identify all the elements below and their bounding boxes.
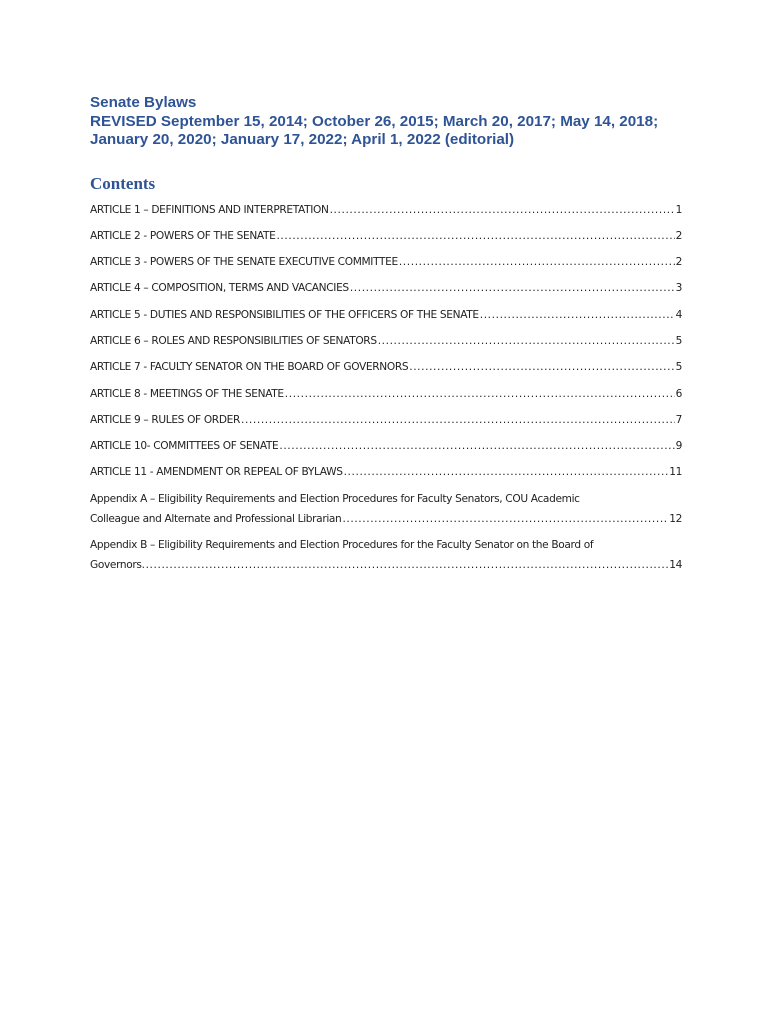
document-title: Senate Bylaws <box>90 94 197 111</box>
dot-leader <box>409 357 674 377</box>
toc-entry-article-7[interactable] <box>90 357 682 377</box>
toc-entry-label: ARTICLE 5 - DUTIES AND RESPONSIBILITIES OF THE OFFICERS OF THE SENATE <box>90 308 479 321</box>
dot-leader <box>279 436 674 456</box>
revision-dates-line-1: REVISED September 15, 2014; October 26, 2015; March 20, 2017; May 14, 2018; <box>90 112 659 130</box>
toc-entry-label: ARTICLE 8 - MEETINGS OF THE SENATE <box>90 387 284 400</box>
toc-entry-label: ARTICLE 2 - POWERS OF THE SENATE <box>90 229 276 242</box>
toc-entry-article-3[interactable] <box>90 252 682 272</box>
toc-entry-article-9[interactable] <box>90 410 682 430</box>
dot-leader <box>330 200 675 220</box>
toc-entry-label-continued: Governors. <box>90 559 145 572</box>
dot-leader <box>344 462 669 482</box>
toc-page-number: 14 <box>669 559 682 572</box>
toc-entry-article-10[interactable] <box>90 436 682 456</box>
toc-page-number: 5 <box>675 361 682 374</box>
dot-leader <box>276 226 674 246</box>
toc-entry-article-6[interactable] <box>90 331 682 351</box>
dot-leader <box>146 555 669 575</box>
toc-entry-label: ARTICLE 9 – RULES OF ORDER <box>90 413 240 426</box>
toc-entry-appendix-b[interactable] <box>90 535 682 575</box>
toc-page-number: 3 <box>675 282 682 295</box>
toc-entry-label: ARTICLE 11 - AMENDMENT OR REPEAL OF BYLAWS <box>90 466 343 479</box>
toc-page-number: 7 <box>675 413 682 426</box>
dot-leader <box>480 305 675 325</box>
toc-entry-label: ARTICLE 7 - FACULTY SENATOR ON THE BOARD OF GOVERNORS <box>90 361 409 374</box>
dot-leader <box>342 509 668 529</box>
toc-entry-label-continued: Colleague and Alternate and Professional Librarian <box>90 512 342 525</box>
toc-entry-label: ARTICLE 6 – ROLES AND RESPONSIBILITIES OF SENATORS <box>90 334 377 347</box>
toc-entry-label: ARTICLE 3 - POWERS OF THE SENATE EXECUTIVE COMMITTEE <box>90 256 398 269</box>
toc-entry-article-5[interactable] <box>90 305 682 325</box>
toc-entry-label: ARTICLE 1 – DEFINITIONS AND INTERPRETATION <box>90 203 329 216</box>
toc-page-number: 6 <box>675 387 682 400</box>
toc-page-number: 12 <box>669 512 682 525</box>
document-page <box>90 94 682 581</box>
toc-entry-article-2[interactable] <box>90 226 682 246</box>
toc-page-number: 1 <box>675 203 682 216</box>
toc-page-number: 2 <box>675 229 682 242</box>
toc-entry-label: ARTICLE 10- COMMITTEES OF SENATE <box>90 440 279 453</box>
table-of-contents <box>90 200 682 576</box>
dot-leader <box>285 384 675 404</box>
toc-entry-label: Appendix B – Eligibility Requirements and Election Procedures for the Faculty Senator on the Board of <box>90 539 594 552</box>
toc-entry-article-8[interactable] <box>90 384 682 404</box>
toc-entry-label: Appendix A – Eligibility Requirements and Election Procedures for Faculty Senators, COU Academic <box>90 492 580 505</box>
dot-leader <box>241 410 675 430</box>
dot-leader <box>378 331 675 351</box>
contents-heading: Contents <box>90 173 156 193</box>
toc-entry-article-11[interactable] <box>90 462 682 482</box>
dot-leader <box>399 252 675 272</box>
toc-page-number: 5 <box>675 334 682 347</box>
dot-leader <box>350 278 675 298</box>
toc-page-number: 11 <box>669 466 682 479</box>
toc-entry-article-1[interactable] <box>90 200 682 220</box>
toc-page-number: 2 <box>675 256 682 269</box>
toc-page-number: 4 <box>675 308 682 321</box>
toc-entry-label: ARTICLE 4 – COMPOSITION, TERMS AND VACANCIES <box>90 282 349 295</box>
toc-page-number: 9 <box>675 440 682 453</box>
toc-entry-appendix-a[interactable] <box>90 489 682 529</box>
revision-dates-line-2: January 20, 2020; January 17, 2022; April 1, 2022 (editorial) <box>90 131 515 148</box>
toc-entry-article-4[interactable] <box>90 278 682 298</box>
